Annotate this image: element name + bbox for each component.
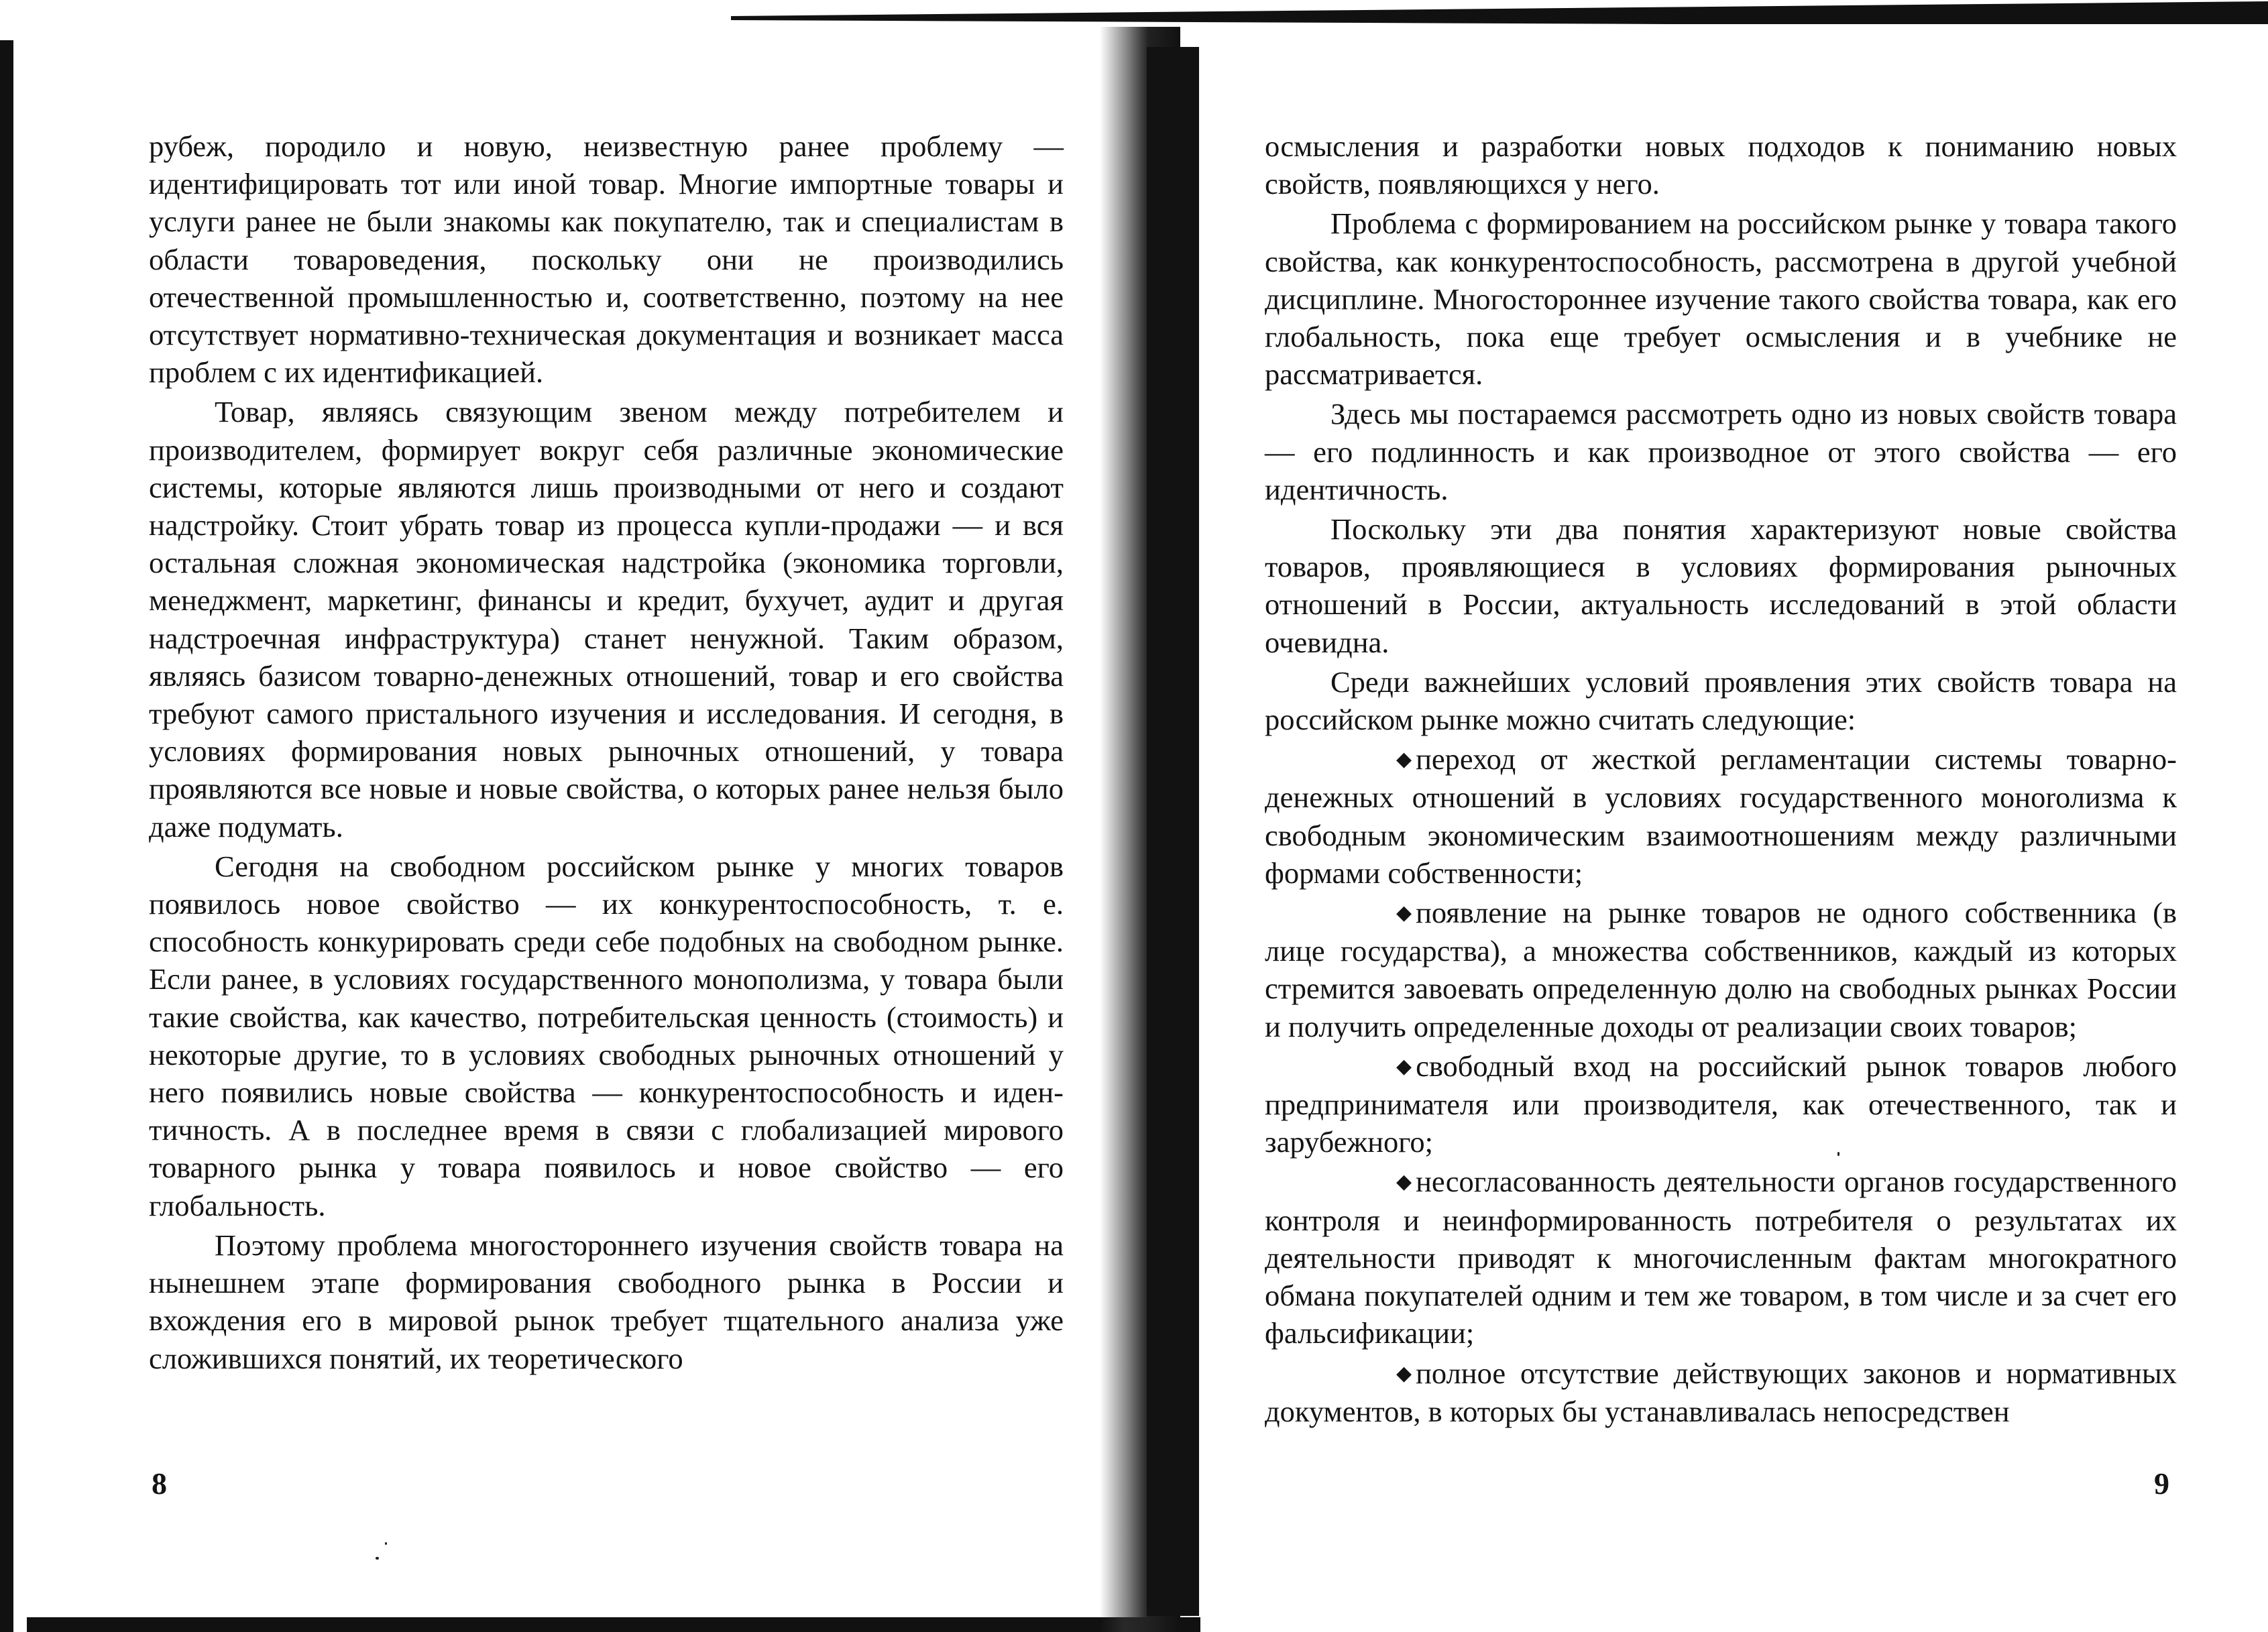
paragraph: Сегодня на свободном российском рынке у многих товаров появилось новое свойство — их конкурентоспособность, т. е. способность конкурировать среди себе подобных на свободном рынке. Если ранее, в условиях государственного монополизма, у товара были такие свойства, как качество, потребительская ценность (стоимость) и некоторые другие, то в условиях свободных рыночных отношений у него появились новые свойства — конкурентоспособность и идентичность. А в последнее время в связи с глобализацией мирового товарного рынка у товара появилось и новое свойство — его глобальность. [149,849,1064,1222]
page-number: 8 [152,1466,167,1501]
bullet-text: полное отсутствие действующих законов и нормативных документов, в которых бы устанавливалась непосредствен [1265,1356,2177,1428]
paragraph: осмысления и разработки новых подходов к пониманию новых свойств, появляющихся у него. [1265,129,2177,201]
bullet-text: свободный вход на российский рынок товаров любого предпринимателя или производителя, как отечественного, так и зарубежного; [1265,1049,2177,1159]
bullet-item [1265,740,2177,892]
bullet-text: переход от жесткой регламентации системы товарно-денежных отношений в условиях государственного моноrолизма к свободным экономическим взаимоотношениям между различными формами собственности; [1265,742,2177,890]
bullet-item [1265,1047,2177,1161]
right-page [1133,0,2268,1632]
bullet-text: появление на рынке товаров не одного собственника (в лице государства), а множества собственников, каждый из которых стремится завоевать определенную долю на свободных рынках России и получить определенные доходы от реализации своих товаров; [1265,896,2177,1043]
paragraph: Поскольку эти два понятия характеризуют новые свойства товаров, проявляющиеся в условиях формирования рыночных отношений в России, актуальность исследований в этой области очевидна. [1265,512,2177,659]
right-page-text [1265,127,2177,1430]
paragraph: Проблема с формированием на российском рынке у товара такого свойства, как конкурентоспособность, рассмотрена в другой учебной дисциплине. Многостороннее изучение такого свойства товара, как его глобальность, пока еще требует осмысления и в учебнике не рассматривается. [1265,207,2177,392]
paragraph: Среди важнейших условий проявления этих свойств товара на российском рынке можно считать следующие: [1265,664,2177,737]
diamond-bullet-icon: ◆ [1396,1055,1412,1077]
paragraph: рубеж, породило и новую, неизвестную ранее проблему — идентифицировать тот или иной товар. Многие импортные товары и услуги ранее не были знакомы как покупателю, так и специалистам в области товароведения, поскольку они не производились отечественной промышленностью и, соответственно, поэтому на нее отсутствует нормативно-техническая документация и возникает масса проблем с их идентификацией. [149,129,1064,390]
left-page-text [149,127,1064,1377]
bullet-text: несогласованность деятельности органов государственного контроля и неинформированность потребителя о результатах их деятельности приводят к многочисленным фактам многократного обмана покупателей одним и тем же товаром, в том числе и за счет его фальсификации; [1265,1165,2177,1350]
bullet-item [1265,894,2177,1045]
scan-speck [376,1557,379,1560]
diamond-bullet-icon: ◆ [1396,902,1412,925]
diamond-bullet-icon: ◆ [1396,748,1412,771]
page-number: 9 [2154,1466,2169,1501]
left-page [0,0,1100,1632]
paragraph: Поэтому проблема многостороннего изучения свойств товара на нынешнем этапе формирования свободного рынка в России и вхождения его в мировой рынок требует тщательного анализа уже сложившихся понятий, их теоретического [149,1228,1064,1375]
diamond-bullet-icon: ◆ [1396,1362,1412,1385]
scan-speck [385,1542,387,1545]
diamond-bullet-icon: ◆ [1396,1171,1412,1193]
bullet-item [1265,1354,2177,1430]
bullet-item [1265,1163,2177,1352]
paragraph: Товар, являясь связующим звеном между потребителем и производителем, формирует вокруг себя различные экономические системы, которые являются лишь производными от него и создают надстройку. Стоит убрать товар из процесса купли-продажи — и вся остальная сложная экономическая надстройка (экономика торговли, менеджмент, маркетинг, финансы и кредит, бухучет, аудит и другая надстроечная инфраструктура) станет ненужной. Таким образом, являясь базисом товарно-денежных отношений, товар и его свойства требуют самого пристального изучения и исследования. И сегодня, в условиях формирования новых рыночных отношений, у товара проявляются все новые и новые свойства, о которых ранее нельзя было даже подумать. [149,395,1064,843]
paragraph: Здесь мы постараемся рассмотреть одно из новых свойств товара — его подлинность и как производное от этого свойства — его идентичность. [1265,397,2177,506]
scan-speck [1837,1152,1839,1156]
